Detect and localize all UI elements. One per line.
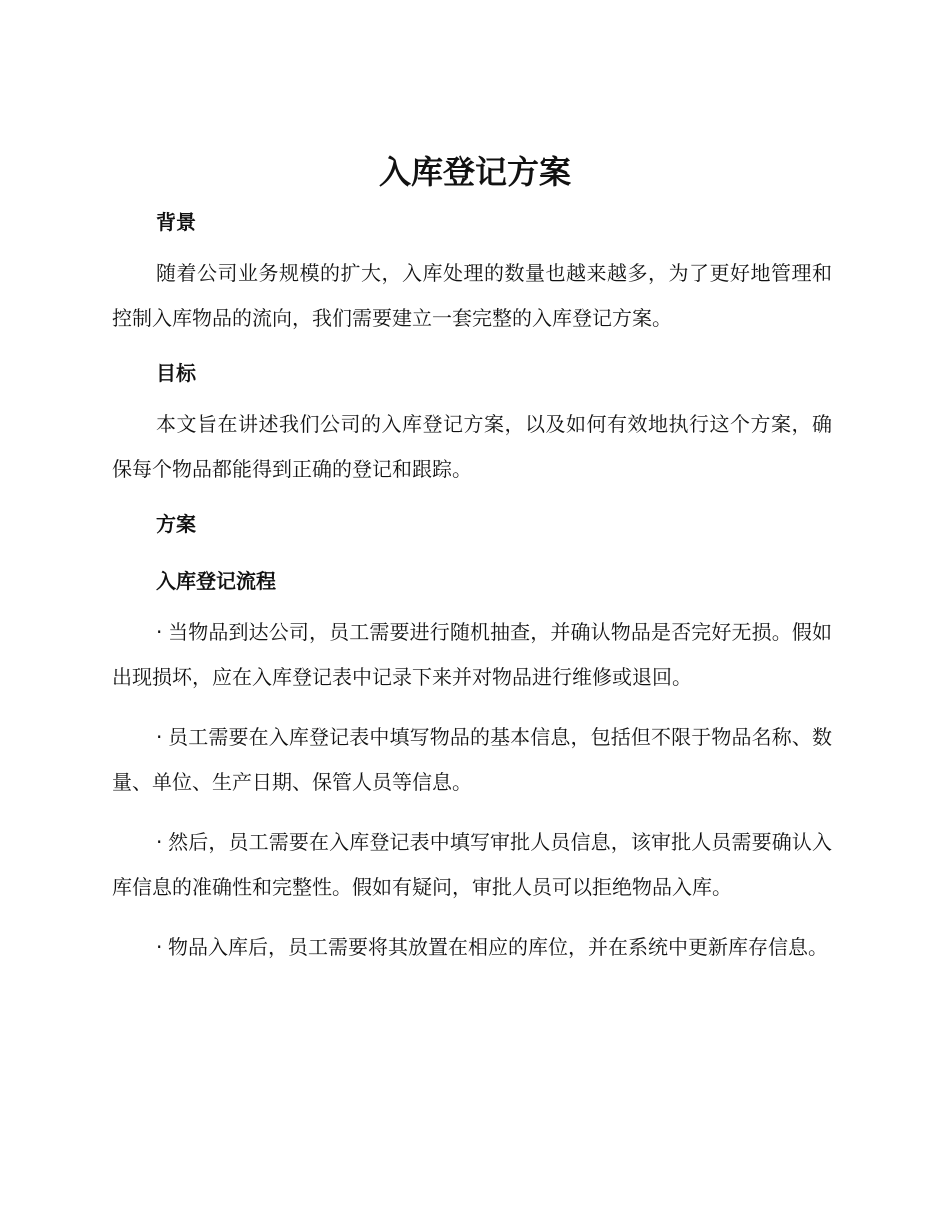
process-step-2	[112, 715, 832, 805]
process-step-text: 员工需要在入库登记表中填写物品的基本信息，包括但不限于物品名称、数量、单位、生产日期、保管人员等信息。	[112, 725, 832, 794]
subheading-intake-process: 入库登记流程	[156, 569, 276, 593]
document-title: 入库登记方案	[378, 153, 571, 191]
process-step-4	[112, 925, 832, 970]
document-body	[112, 205, 832, 970]
section-heading-plan: 方案	[156, 512, 196, 536]
bullet-marker: ·	[156, 935, 163, 959]
bullet-marker: ·	[156, 725, 163, 749]
process-step-text: 物品入库后，员工需要将其放置在相应的库位，并在系统中更新库存信息。	[168, 935, 828, 959]
process-step-text: 然后，员工需要在入库登记表中填写审批人员信息，该审批人员需要确认入库信息的准确性和完整性。假如有疑问，审批人员可以拒绝物品入库。	[112, 830, 832, 899]
bullet-marker: ·	[156, 620, 163, 644]
section-heading-background: 背景	[156, 210, 196, 234]
section-heading-goal: 目标	[156, 361, 196, 385]
process-step-3	[112, 820, 832, 910]
background-paragraph: 随着公司业务规模的扩大，入库处理的数量也越来越多，为了更好地管理和控制入库物品的流向，我们需要建立一套完整的入库登记方案。	[112, 261, 832, 330]
process-step-1	[112, 610, 832, 700]
bullet-marker: ·	[156, 830, 163, 854]
process-step-text: 当物品到达公司，员工需要进行随机抽查，并确认物品是否完好无损。假如出现损坏，应在入库登记表中记录下来并对物品进行维修或退回。	[112, 620, 832, 689]
goal-paragraph: 本文旨在讲述我们公司的入库登记方案，以及如何有效地执行这个方案，确保每个物品都能得到正确的登记和跟踪。	[112, 412, 832, 481]
